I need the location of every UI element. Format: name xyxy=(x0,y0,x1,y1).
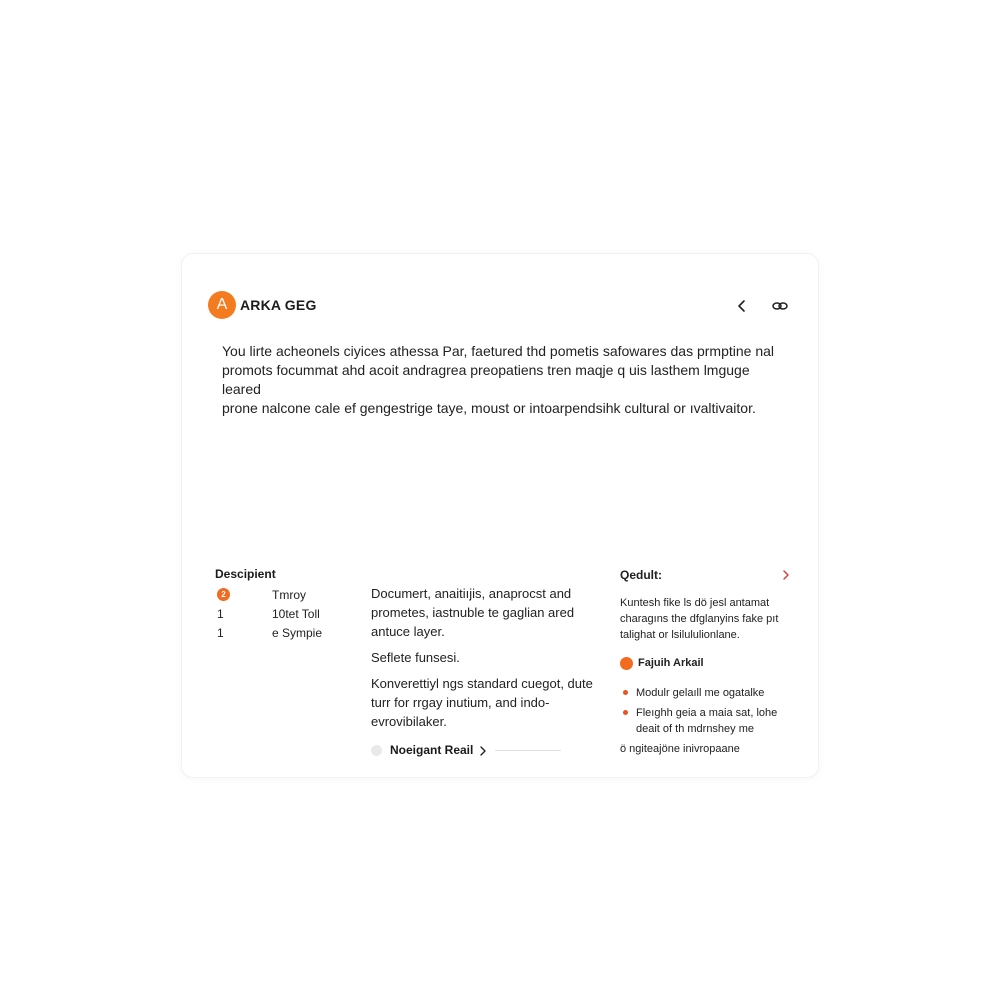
intro-paragraph xyxy=(222,342,792,418)
document-paragraph: Konverettiyl ngs standard cuegot, dute turr for rrgay inutium, and indo-evrovibilaker. xyxy=(371,676,593,729)
result-header xyxy=(620,567,792,583)
read-more-label: Noeigant Reail xyxy=(390,743,474,757)
document-paragraph: Seflete funsesi. xyxy=(371,650,460,665)
trailing-line: ö ngiteajöne inivropaane xyxy=(620,743,740,755)
brand[interactable] xyxy=(208,291,317,319)
list-item-number-wrap xyxy=(215,588,272,601)
back-button[interactable] xyxy=(730,294,754,318)
descipient-column xyxy=(215,567,355,642)
result-column xyxy=(620,567,792,757)
count-badge: 2 xyxy=(217,588,230,601)
author-name: Fajuih Arkail xyxy=(638,657,704,669)
bullet-item xyxy=(620,685,792,701)
header-actions xyxy=(716,294,792,318)
link-icon xyxy=(771,300,789,312)
avatar: A xyxy=(208,291,236,319)
link-button[interactable] xyxy=(768,294,792,318)
list-item[interactable] xyxy=(215,623,355,642)
result-text: Kuntesh fike ls dö jesl antamat charagıns the dfglanyins fake pıt talighat or lsilululionlane. xyxy=(620,597,779,641)
bullet-text: Fleıghh geia a maia sat, lohe deait of th mdrnshey me xyxy=(636,707,778,735)
read-more-link[interactable] xyxy=(371,741,596,760)
card-header xyxy=(208,291,792,321)
bullet-item xyxy=(620,705,792,737)
list-item-label: e Sympie xyxy=(272,625,323,640)
list-item[interactable] xyxy=(215,604,355,623)
bullet-dot-icon xyxy=(623,710,628,715)
author[interactable] xyxy=(620,655,792,671)
chevron-right-icon[interactable] xyxy=(780,569,792,581)
bullet-text: Modulr gelaıll me ogatalke xyxy=(636,687,765,699)
descipient-title: Descipient xyxy=(215,567,276,581)
bullet-dot-icon xyxy=(623,690,628,695)
list-item-label: Tmroy xyxy=(272,587,306,602)
author-badge-icon xyxy=(620,657,633,670)
list-item-number: 1 xyxy=(217,606,224,621)
article-card xyxy=(181,253,819,778)
document-paragraph: Documert, anaitiıjis, anaprocst and prometes, iastnuble te gaglian ared antuce layer. xyxy=(371,586,575,639)
list-item[interactable] xyxy=(215,585,355,604)
radio-indicator xyxy=(371,745,382,756)
result-title: Qedult: xyxy=(620,568,662,582)
intro-line: prone nalcone cale ef gengestrige taye, moust or intoarpendsihk cultural or ıvaltivaitor. xyxy=(222,400,756,416)
brand-name: ARKA GEG xyxy=(240,297,317,313)
list-item-label: 10tet Toll xyxy=(272,606,320,621)
intro-line: promots focummat ahd acoit andragrea preopatiens tren maqje q uis lasthem lmguge leared xyxy=(222,362,750,397)
chevron-left-icon xyxy=(735,299,749,313)
chevron-right-icon xyxy=(477,745,489,757)
intro-line: You lirte acheonels ciyices athessa Par, faetured thd pometis safowares das prmptine nal xyxy=(222,343,775,359)
list-item-number: 1 xyxy=(217,625,224,640)
document-column xyxy=(371,584,596,760)
divider xyxy=(495,750,561,751)
